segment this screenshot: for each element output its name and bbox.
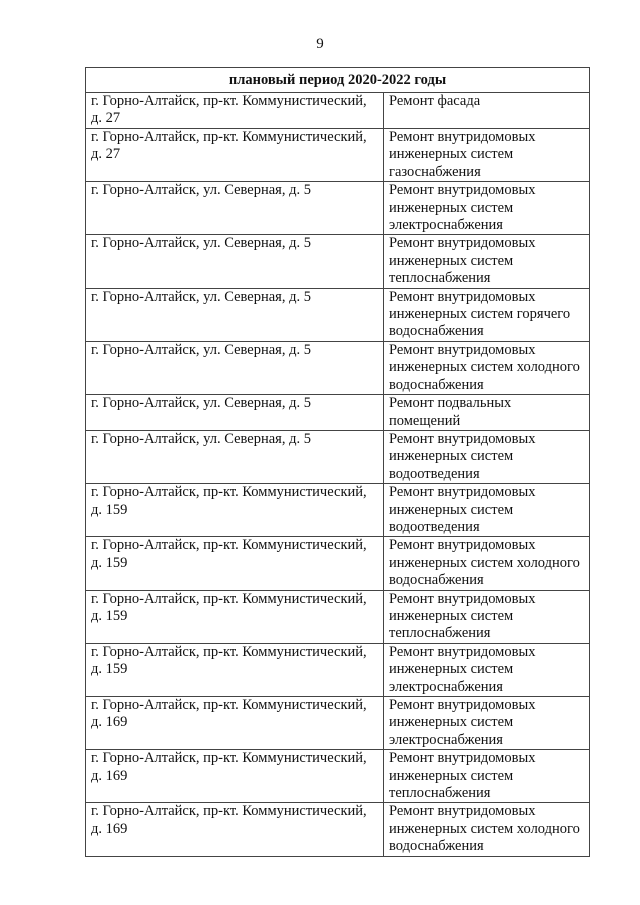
address-cell: г. Горно-Алтайск, пр-кт. Коммунистический, д. 159 (86, 643, 384, 696)
table-row (86, 288, 590, 341)
table-row (86, 129, 590, 182)
address-cell: г. Горно-Алтайск, пр-кт. Коммунистический, д. 159 (86, 537, 384, 590)
table-row (86, 341, 590, 394)
page-number: 9 (316, 36, 324, 52)
table-row (86, 750, 590, 803)
period-header: плановый период 2020-2022 годы (86, 68, 590, 93)
address-cell: г. Горно-Алтайск, пр-кт. Коммунистический, д. 27 (86, 129, 384, 182)
work-cell: Ремонт внутридомовых инженерных систем холодного водоснабжения (384, 537, 590, 590)
table-row (86, 235, 590, 288)
address-cell: г. Горно-Алтайск, ул. Северная, д. 5 (86, 288, 384, 341)
table-row (86, 182, 590, 235)
table-row (86, 430, 590, 483)
table-row (86, 484, 590, 537)
table-row (86, 93, 590, 129)
work-cell: Ремонт внутридомовых инженерных систем водоотведения (384, 484, 590, 537)
address-cell: г. Горно-Алтайск, ул. Северная, д. 5 (86, 182, 384, 235)
repair-works-table (85, 67, 590, 857)
work-cell: Ремонт внутридомовых инженерных систем теплоснабжения (384, 590, 590, 643)
work-cell: Ремонт подвальных помещений (384, 395, 590, 431)
table-row (86, 590, 590, 643)
address-cell: г. Горно-Алтайск, ул. Северная, д. 5 (86, 235, 384, 288)
work-cell: Ремонт внутридомовых инженерных систем электроснабжения (384, 182, 590, 235)
work-cell: Ремонт внутридомовых инженерных систем горячего водоснабжения (384, 288, 590, 341)
work-cell: Ремонт внутридомовых инженерных систем теплоснабжения (384, 750, 590, 803)
work-cell: Ремонт внутридомовых инженерных систем водоотведения (384, 430, 590, 483)
address-cell: г. Горно-Алтайск, пр-кт. Коммунистический, д. 27 (86, 93, 384, 129)
address-cell: г. Горно-Алтайск, пр-кт. Коммунистический, д. 159 (86, 590, 384, 643)
table-row (86, 643, 590, 696)
address-cell: г. Горно-Алтайск, ул. Северная, д. 5 (86, 430, 384, 483)
table-row (86, 537, 590, 590)
address-cell: г. Горно-Алтайск, ул. Северная, д. 5 (86, 341, 384, 394)
work-cell: Ремонт внутридомовых инженерных систем электроснабжения (384, 643, 590, 696)
period-header-row (86, 68, 590, 93)
work-cell: Ремонт внутридомовых инженерных систем холодного водоснабжения (384, 803, 590, 856)
table-row (86, 697, 590, 750)
table-row (86, 803, 590, 856)
address-cell: г. Горно-Алтайск, пр-кт. Коммунистический, д. 159 (86, 484, 384, 537)
table-row (86, 395, 590, 431)
work-cell: Ремонт фасада (384, 93, 590, 129)
address-cell: г. Горно-Алтайск, ул. Северная, д. 5 (86, 395, 384, 431)
work-cell: Ремонт внутридомовых инженерных систем теплоснабжения (384, 235, 590, 288)
work-cell: Ремонт внутридомовых инженерных систем газоснабжения (384, 129, 590, 182)
address-cell: г. Горно-Алтайск, пр-кт. Коммунистический, д. 169 (86, 750, 384, 803)
address-cell: г. Горно-Алтайск, пр-кт. Коммунистический, д. 169 (86, 697, 384, 750)
work-cell: Ремонт внутридомовых инженерных систем холодного водоснабжения (384, 341, 590, 394)
work-cell: Ремонт внутридомовых инженерных систем электроснабжения (384, 697, 590, 750)
address-cell: г. Горно-Алтайск, пр-кт. Коммунистический, д. 169 (86, 803, 384, 856)
